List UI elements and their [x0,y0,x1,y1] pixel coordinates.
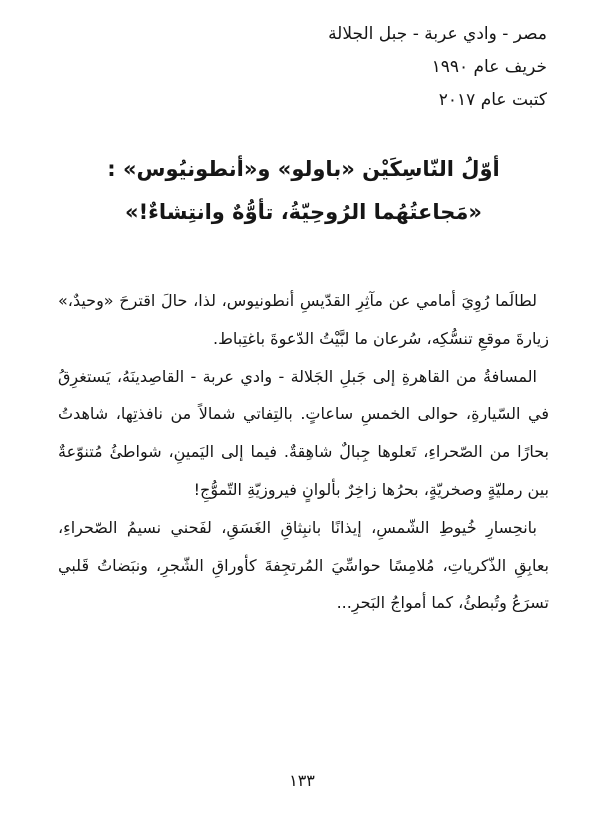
season-line: خريف عام ١٩٩٠ [431,57,547,77]
location-line: مصر - وادي عربة - جبل الجلالة [328,24,547,44]
body-text [58,282,549,622]
paragraph: بانحِسارِ خُيوطِ الشّمسِ، إيذانًا بانبِثاقِ الغَسَقِ، لفَحني نسيمُ الصّحراءِ، بعابِقِ الذّكرياتِ، مُلامِسًا حواسِّيَ المُرتجِفةَ كأوراقِ الشّجرِ، ونبَضاتُ قَلبي تسرَعُ وتُبطئُ، كما أمواجُ البَحرِ... [58,517,549,613]
chapter-header [60,18,547,117]
paragraph: لطالَما رُوِيَ أمامي عن مآثِرِ القدّيسِ أنطونيوس، لذا، حالَ اقترحَ «وحيدٌ،» زيارةَ موقعِ تنسُّكِه، سُرعان ما لبَّيْتُ الدّعوةَ باغتِباط. [58,291,549,348]
title-line-2: «مَجاعتُهُما الرُوحِيّةُ، تأوُّهٌ وانتِشاءٌ!» [125,200,482,224]
page-number: ١٣٣ [289,771,315,790]
chapter-title [60,148,547,234]
paragraph: المسافةُ من القاهرةِ إلى جَبلِ الجَلالة - وادي عربة - القاصِدينَهُ، يَستغرِقُ في السّيارةِ، حوالى الخمسِ ساعاتٍ. بالتِفاتي شمالاً من نافذتِها، شاهدتُ بحارًا من الصّحراءِ، تَعلوها جِبالٌ شاهِقةٌ. فيما إلى اليَمينِ، شواطئُ مُتنوّعةٌ بين رمليّةٍ وصخريّةٍ، بحرُها زاخِرٌ بألوانٍ فيروزيّةِ التّموُّجِ! [58,366,549,499]
written-date-line: كتبت عام ٢٠١٧ [438,90,547,110]
title-line-1: أوّلُ النّاسِكَيْن «باولو» و«أنطونيُوس» : [107,157,500,181]
